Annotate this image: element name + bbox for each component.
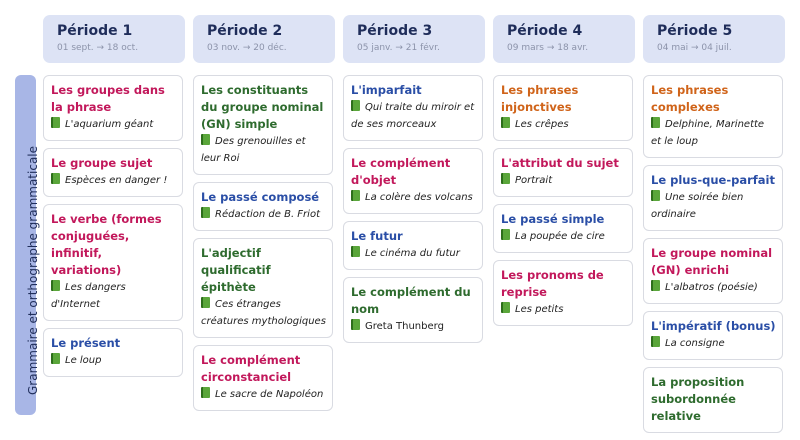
lesson-title: Les phrases injonctives: [501, 83, 579, 114]
book-title: Delphine, Marinette et le loup: [651, 119, 765, 147]
lesson-title: Le passé composé: [201, 190, 320, 204]
book-icon: [501, 173, 510, 184]
book-reference: [501, 228, 626, 245]
lesson-card[interactable]: [643, 75, 783, 158]
lesson-card[interactable]: [343, 221, 483, 270]
lesson-title: Le présent: [51, 336, 121, 350]
lesson-card[interactable]: [493, 204, 633, 253]
book-icon: [201, 207, 210, 218]
period-column-1: [43, 75, 183, 384]
period-header-1[interactable]: [43, 15, 185, 63]
period-title: Période 4: [507, 23, 583, 39]
book-reference: [351, 189, 476, 206]
lesson-card[interactable]: [43, 204, 183, 321]
book-icon: [51, 117, 60, 128]
lesson-title: L'impératif (bonus): [651, 319, 776, 333]
book-icon: [51, 280, 60, 291]
period-dates: 09 mars → 18 avr.: [507, 43, 589, 53]
book-icon: [651, 190, 660, 201]
lesson-title: Les constituants du groupe nominal (GN) simple: [201, 83, 324, 131]
lesson-card[interactable]: [193, 238, 333, 338]
period-header-3[interactable]: [343, 15, 485, 63]
lesson-title: Les groupes dans la phrase: [51, 83, 165, 114]
lesson-card[interactable]: [493, 75, 633, 141]
book-reference: [51, 279, 176, 313]
book-title: Greta Thunberg: [365, 321, 444, 332]
book-title: Une soirée bien ordinaire: [651, 192, 744, 220]
lesson-card[interactable]: [343, 277, 483, 343]
lesson-title: L'attribut du sujet: [501, 156, 619, 170]
lesson-title: Les phrases complexes: [651, 83, 729, 114]
lesson-title: Le complément du nom: [351, 285, 471, 316]
book-reference: [501, 172, 626, 189]
lesson-title: Le passé simple: [501, 212, 605, 226]
lesson-card[interactable]: [493, 260, 633, 326]
lesson-title: L'adjectif qualificatif épithète: [201, 246, 271, 294]
book-title: Rédaction de B. Friot: [215, 209, 320, 220]
book-reference: [201, 133, 326, 167]
book-icon: [351, 190, 360, 201]
book-icon: [651, 280, 660, 291]
book-title: Les crêpes: [515, 119, 569, 130]
period-dates: 01 sept. → 18 oct.: [57, 43, 139, 53]
lesson-card[interactable]: [43, 148, 183, 197]
book-title: La poupée de cire: [515, 231, 605, 242]
lesson-card[interactable]: [43, 328, 183, 377]
book-icon: [51, 173, 60, 184]
lesson-title: Le groupe sujet: [51, 156, 153, 170]
book-reference: [51, 116, 176, 133]
period-dates: 03 nov. → 20 déc.: [207, 43, 287, 53]
book-icon: [351, 319, 360, 330]
book-icon: [501, 302, 510, 313]
book-reference: [651, 116, 776, 150]
book-title: Le cinéma du futur: [365, 248, 460, 259]
period-title: Période 1: [57, 23, 133, 39]
lesson-title: Le verbe (formes conjuguées, infinitif, variations): [51, 212, 162, 277]
book-reference: [651, 335, 776, 352]
book-reference: [651, 279, 776, 296]
book-icon: [201, 387, 210, 398]
category-label: Grammaire et orthographe grammaticale: [26, 145, 40, 395]
book-title: Espèces en danger !: [65, 175, 168, 186]
lesson-card[interactable]: [643, 311, 783, 360]
lesson-card[interactable]: [643, 367, 783, 433]
lesson-title: L'imparfait: [351, 83, 422, 97]
lesson-card[interactable]: [43, 75, 183, 141]
period-dates: 04 mai → 04 juil.: [657, 43, 732, 53]
period-title: Période 3: [357, 23, 433, 39]
book-reference: [351, 99, 476, 133]
lesson-title: Le plus-que-parfait: [651, 173, 775, 187]
lesson-card[interactable]: [193, 345, 333, 411]
book-reference: [201, 386, 326, 403]
book-icon: [501, 229, 510, 240]
book-title: Portrait: [515, 175, 553, 186]
book-reference: [201, 296, 326, 330]
lesson-title: Le futur: [351, 229, 403, 243]
book-title: Des grenouilles et leur Roi: [201, 136, 306, 164]
book-title: L'aquarium géant: [65, 119, 154, 130]
book-icon: [651, 117, 660, 128]
period-header-5[interactable]: [643, 15, 785, 63]
lesson-card[interactable]: [343, 148, 483, 214]
lesson-title: Le groupe nominal (GN) enrichi: [651, 246, 773, 277]
book-reference: [351, 245, 476, 262]
lesson-card[interactable]: [643, 165, 783, 231]
book-title: Le loup: [65, 355, 102, 366]
period-header-4[interactable]: [493, 15, 635, 63]
period-dates: 05 janv. → 21 févr.: [357, 43, 440, 53]
lesson-title: Le complément circonstanciel: [201, 353, 301, 384]
book-title: Les petits: [515, 304, 564, 315]
period-title: Période 5: [657, 23, 733, 39]
book-reference: [351, 318, 476, 335]
book-icon: [51, 353, 60, 364]
period-column-2: [193, 75, 333, 418]
book-title: Ces étranges créatures mythologiques: [201, 299, 326, 327]
book-title: Les dangers d'Internet: [51, 282, 126, 310]
lesson-card[interactable]: [343, 75, 483, 141]
book-reference: [201, 206, 326, 223]
book-icon: [351, 100, 360, 111]
book-icon: [651, 336, 660, 347]
lesson-title: Le complément d'objet: [351, 156, 451, 187]
book-title: L'albatros (poésie): [665, 282, 758, 293]
book-icon: [351, 246, 360, 257]
book-title: Le sacre de Napoléon: [215, 389, 324, 400]
period-column-3: [343, 75, 483, 350]
period-column-4: [493, 75, 633, 333]
book-title: La colère des volcans: [365, 192, 473, 203]
lesson-title: La proposition subordonnée relative: [651, 375, 745, 423]
book-icon: [201, 134, 210, 145]
lesson-card[interactable]: [493, 148, 633, 197]
book-reference: [501, 116, 626, 133]
period-header-2[interactable]: [193, 15, 335, 63]
book-icon: [501, 117, 510, 128]
lesson-card[interactable]: [193, 182, 333, 231]
lesson-card[interactable]: [643, 238, 783, 304]
book-reference: [501, 301, 626, 318]
book-reference: [51, 352, 176, 369]
book-reference: [51, 172, 176, 189]
book-title: La consigne: [665, 338, 725, 349]
period-column-5: [643, 75, 783, 440]
book-title: Qui traite du miroir et de ses morceaux: [351, 102, 475, 130]
book-reference: [651, 189, 776, 223]
book-icon: [201, 297, 210, 308]
lesson-title: Les pronoms de reprise: [501, 268, 604, 299]
period-title: Période 2: [207, 23, 283, 39]
lesson-card[interactable]: [193, 75, 333, 175]
